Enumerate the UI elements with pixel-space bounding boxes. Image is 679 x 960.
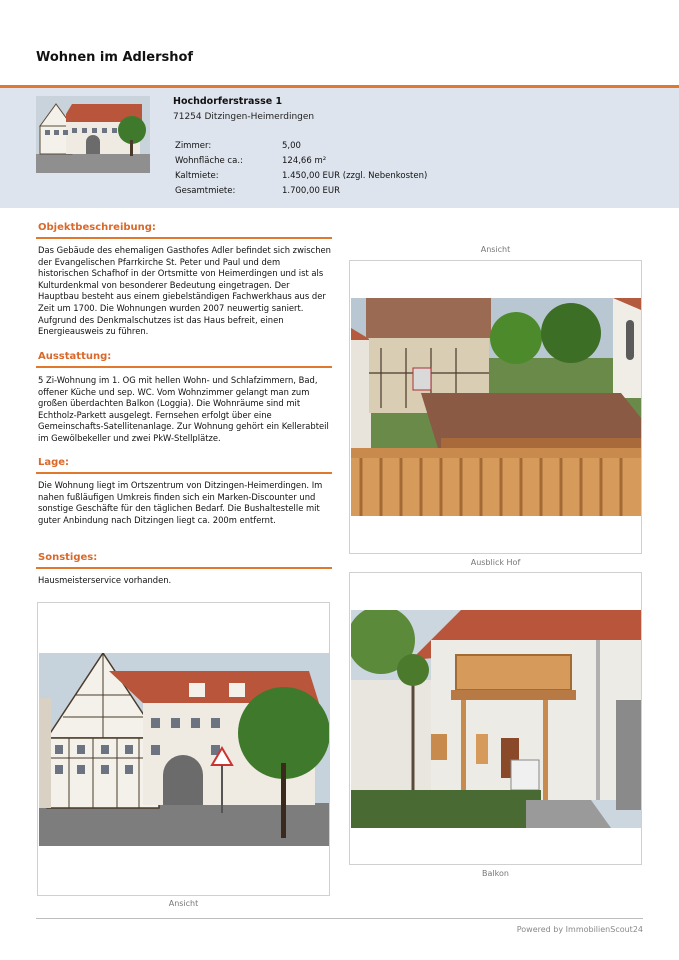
footer-rule xyxy=(36,918,643,919)
section-text-ausstattung: 5 Zi-Wohnung im 1. OG mit hellen Wohn- und Schlafzimmern, Bad, offener Küche und sep. WC. Vom Wohnzimmer gelangt man zum großen überdachten Balkon (Loggia). Die Wohnräume sind mit Echtholz-Parkett ausgelegt. Fernsehen erfolgt über eine Gemeinschafts-Satellitenanlage. Zur Wohnung gehört ein Kellerabteil im Gewölbekeller und zwei PkW-Stellplätze. xyxy=(38,375,329,443)
fact-label: Wohnfläche ca.: xyxy=(175,156,243,166)
photo-frame-ansicht[interactable] xyxy=(349,260,642,554)
section-heading-objekt: Objektbeschreibung: xyxy=(38,222,156,233)
photo-balkon xyxy=(351,610,641,828)
photo-frame-ansicht-left[interactable] xyxy=(37,602,330,896)
thumbnail-house-image xyxy=(36,96,150,173)
photo-ansicht xyxy=(351,298,641,516)
fact-row-area xyxy=(175,156,475,171)
thumbnail-photo[interactable] xyxy=(36,96,150,173)
fact-row-cold-rent xyxy=(175,171,475,186)
photo-caption-ansicht-bottom: Ansicht xyxy=(168,899,199,908)
courtyard-image xyxy=(351,298,641,516)
fact-label: Zimmer: xyxy=(175,141,212,151)
section-text-sonstiges: Hausmeisterservice vorhanden. xyxy=(38,575,172,585)
section-rule xyxy=(36,237,332,239)
footer-text[interactable]: Powered by ImmobilienScout24 xyxy=(516,925,643,934)
page-title: Wohnen im Adlershof xyxy=(36,50,194,65)
photo-caption-balkon: Balkon xyxy=(482,869,509,878)
section-rule xyxy=(36,472,332,474)
photo-caption-ausblick-hof: Ausblick Hof xyxy=(470,558,521,567)
fact-value: 1.450,00 EUR (zzgl. Nebenkosten) xyxy=(282,171,428,181)
address-street: Hochdorferstrasse 1 xyxy=(173,96,283,107)
fact-value: 5,00 xyxy=(282,141,301,151)
section-text-objekt: Das Gebäude des ehemaligen Gasthofes Adler befindet sich zwischen der Evangelischen Pfarrkirche St. Peter und Paul und dem historischen Schafhof in der Ortsmitte von Heimerdingen und ist als Kulturdenkmal von besonderer Bedeutung eingetragen. Der Hauptbau besteht aus einem giebelständigen Fachwerkhaus aus der Zeit um 1700. Die Wohnungen wurden 2007 neuwertig saniert. Aufgrund des Denkmalschutzes ist das Haus befreit, einen Energieausweis zu führen. xyxy=(38,245,331,337)
fact-row-total-rent xyxy=(175,186,475,201)
house-front-image xyxy=(39,653,329,846)
section-heading-ausstattung: Ausstattung: xyxy=(38,351,112,362)
photo-caption-ansicht-top: Ansicht xyxy=(480,245,511,254)
photo-ansicht-left xyxy=(39,653,329,846)
fact-label: Gesamtmiete: xyxy=(175,186,236,196)
balcony-image xyxy=(351,610,641,828)
photo-frame-balkon[interactable] xyxy=(349,572,642,865)
fact-value: 124,66 m² xyxy=(282,156,327,166)
section-heading-sonstiges: Sonstiges: xyxy=(38,552,98,563)
section-rule xyxy=(36,366,332,368)
section-text-lage: Die Wohnung liegt im Ortszentrum von Ditzingen-Heimerdingen. Im nahen fußläufigen Umkreis finden sich ein Marken-Discounter und sonstige Geschäfte für den täglichen Bedarf. Die Bushaltestelle mit guter Anbindung nach Ditzingen liegt ca. 200m entfernt. xyxy=(38,480,323,525)
section-heading-lage: Lage: xyxy=(38,457,70,468)
address-city: 71254 Ditzingen-Heimerdingen xyxy=(173,112,315,122)
fact-value: 1.700,00 EUR xyxy=(282,186,341,196)
facts-table xyxy=(175,141,475,201)
section-rule xyxy=(36,567,332,569)
fact-label: Kaltmiete: xyxy=(175,171,219,181)
fact-row-rooms xyxy=(175,141,475,156)
